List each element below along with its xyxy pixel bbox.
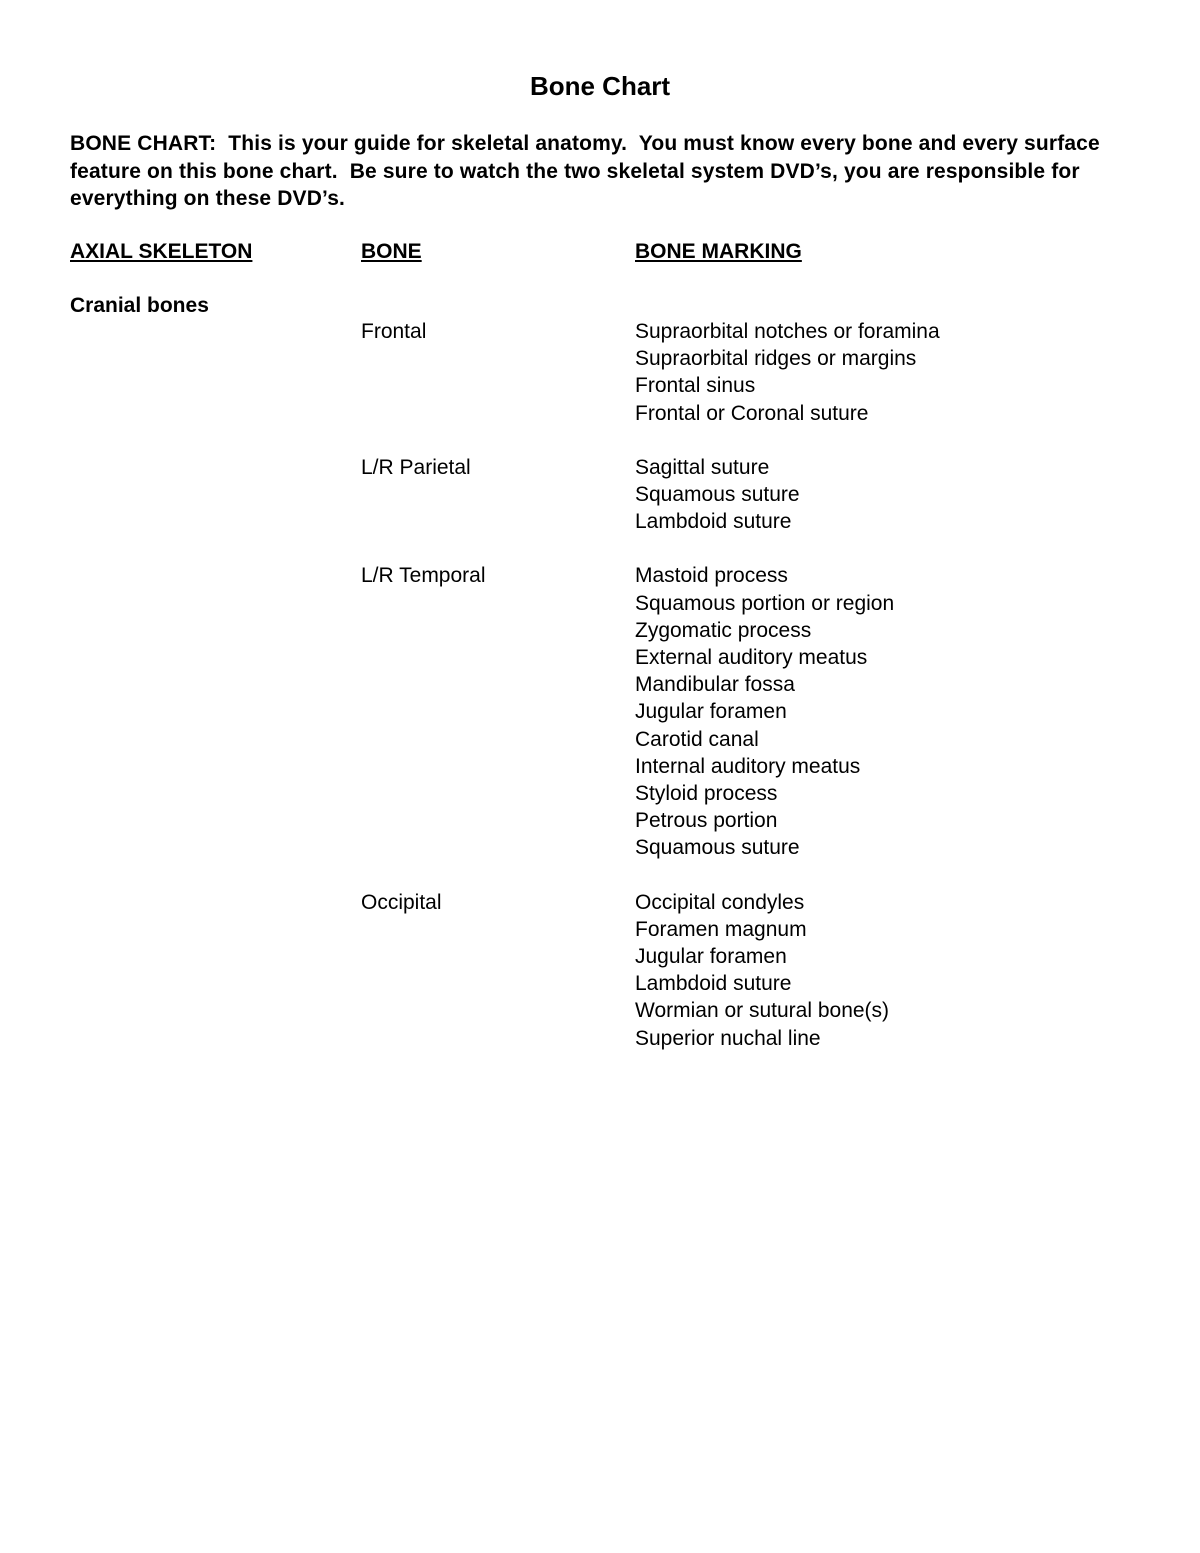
column-header-bone-marking: BONE MARKING (635, 240, 802, 263)
bone-name: Occipital (361, 890, 442, 914)
bone-marking: Internal auditory meatus (635, 754, 861, 778)
bone-marking: Petrous portion (635, 809, 778, 833)
bone-marking: Mastoid process (635, 564, 788, 588)
section-title-cranial-bones: Cranial bones (70, 294, 209, 317)
bone-marking: Wormian or sutural bone(s) (635, 999, 890, 1023)
intro-paragraph: BONE CHART: This is your guide for skeletal anatomy. You must know every bone and every surface feature on this bone chart. Be sure to watch the two skeletal system DVD’s, you are responsible for everything on these DVD’s. (70, 132, 1106, 210)
column-header-axial-skeleton: AXIAL SKELETON (70, 240, 253, 263)
bone-name: L/R Temporal (361, 564, 486, 588)
bone-marking: Styloid process (635, 782, 778, 806)
bone-name: L/R Parietal (361, 455, 471, 479)
bone-marking: Mandibular fossa (635, 673, 795, 697)
bone-row-parietal (0, 454, 1200, 536)
bone-row-occipital (0, 889, 1200, 1052)
bone-marking-list (635, 318, 940, 427)
bone-marking: Squamous suture (635, 483, 800, 507)
bone-marking: Squamous portion or region (635, 591, 895, 615)
bone-marking: Sagittal suture (635, 455, 770, 479)
bone-marking: Supraorbital notches or foramina (635, 320, 940, 343)
bone-marking: Frontal or Coronal suture (635, 401, 869, 425)
page-title: Bone Chart (529, 71, 671, 101)
bone-marking: Lambdoid suture (635, 510, 792, 534)
bone-marking: Zygomatic process (635, 618, 812, 642)
bone-marking: Frontal sinus (635, 374, 756, 398)
bone-marking: Jugular foramen (635, 945, 787, 969)
bone-marking: Lambdoid suture (635, 972, 792, 996)
bone-row-temporal (0, 562, 1200, 861)
bone-marking: Squamous suture (635, 836, 800, 860)
bone-marking: Foramen magnum (635, 917, 807, 941)
bone-name: Frontal (361, 320, 427, 343)
bone-row-frontal (0, 318, 1200, 427)
column-header-bone: BONE (361, 240, 422, 263)
bone-marking: Jugular foramen (635, 700, 787, 724)
bone-marking-list (635, 562, 894, 861)
bone-marking: Superior nuchal line (635, 1026, 821, 1050)
bone-marking: Occipital condyles (635, 890, 805, 914)
bone-marking: External auditory meatus (635, 646, 868, 670)
bone-marking-list (635, 889, 889, 1052)
bone-marking: Carotid canal (635, 727, 759, 751)
bone-marking: Supraorbital ridges or margins (635, 347, 917, 371)
bone-marking-list (635, 454, 800, 536)
bone-table (0, 318, 1200, 1079)
